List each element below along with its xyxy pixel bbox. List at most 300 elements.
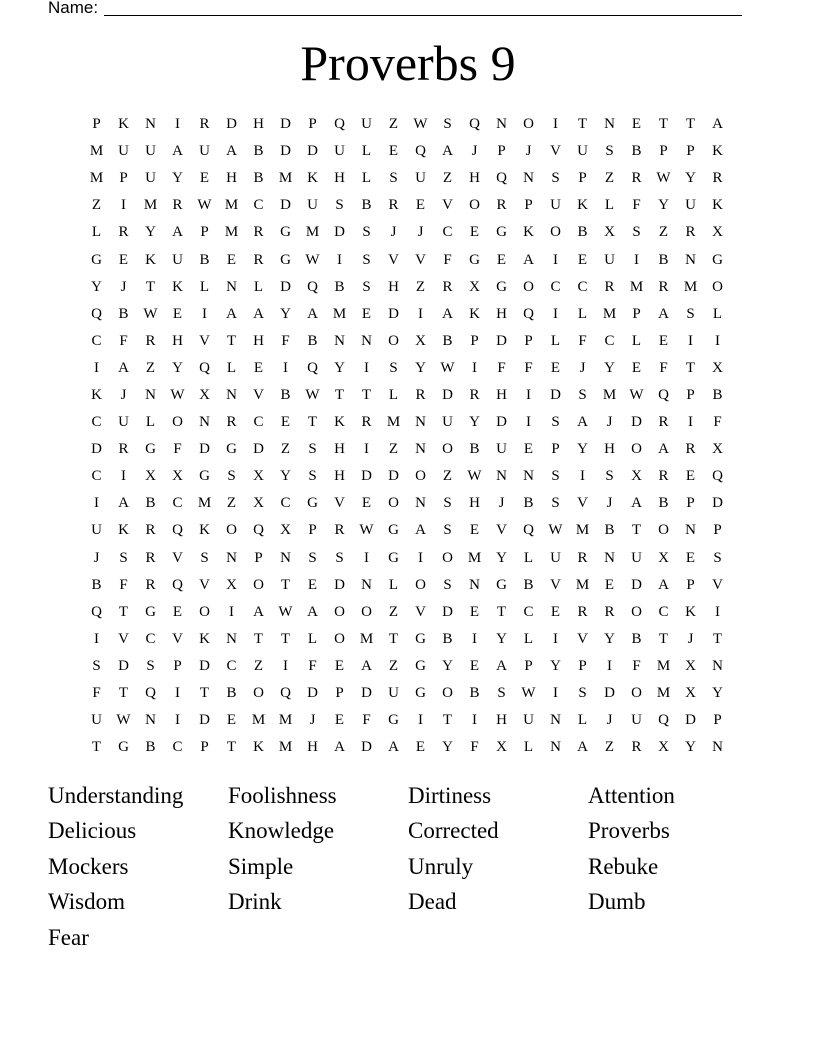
- grid-letter[interactable]: N: [226, 630, 237, 647]
- grid-letter[interactable]: M: [467, 549, 482, 566]
- grid-letter[interactable]: Y: [658, 197, 669, 214]
- grid-letter[interactable]: Q: [172, 576, 183, 593]
- grid-letter[interactable]: T: [280, 630, 291, 647]
- grid-letter[interactable]: R: [145, 549, 156, 566]
- grid-letter[interactable]: L: [523, 549, 534, 566]
- grid-letter[interactable]: E: [415, 739, 426, 756]
- grid-letter[interactable]: S: [551, 170, 560, 187]
- grid-letter[interactable]: D: [631, 414, 642, 431]
- grid-letter[interactable]: U: [442, 414, 453, 431]
- grid-letter[interactable]: I: [553, 685, 558, 702]
- grid-letter[interactable]: K: [118, 116, 129, 133]
- grid-letter[interactable]: M: [359, 630, 374, 647]
- grid-letter[interactable]: T: [91, 739, 102, 756]
- grid-letter[interactable]: G: [415, 630, 426, 647]
- grid-letter[interactable]: N: [496, 468, 507, 485]
- grid-letter[interactable]: D: [280, 278, 291, 295]
- grid-letter[interactable]: V: [577, 495, 588, 512]
- grid-letter[interactable]: I: [553, 630, 558, 647]
- grid-letter[interactable]: D: [388, 305, 399, 322]
- grid-letter[interactable]: L: [145, 414, 156, 431]
- grid-letter[interactable]: K: [577, 197, 588, 214]
- grid-letter[interactable]: T: [577, 116, 588, 133]
- grid-letter[interactable]: A: [172, 143, 183, 160]
- grid-letter[interactable]: Q: [172, 522, 183, 539]
- grid-letter[interactable]: Y: [334, 359, 345, 376]
- grid-letter[interactable]: L: [523, 739, 534, 756]
- grid-letter[interactable]: M: [143, 197, 158, 214]
- grid-letter[interactable]: R: [604, 278, 615, 295]
- grid-letter[interactable]: N: [334, 332, 345, 349]
- grid-letter[interactable]: K: [685, 603, 696, 620]
- grid-letter[interactable]: F: [443, 251, 452, 268]
- grid-letter[interactable]: U: [523, 712, 534, 729]
- grid-letter[interactable]: Q: [280, 685, 291, 702]
- grid-letter[interactable]: J: [606, 414, 613, 431]
- grid-letter[interactable]: R: [415, 386, 426, 403]
- grid-letter[interactable]: J: [120, 278, 127, 295]
- grid-letter[interactable]: N: [685, 251, 696, 268]
- grid-letter[interactable]: M: [224, 224, 239, 241]
- grid-letter[interactable]: C: [253, 414, 264, 431]
- grid-letter[interactable]: K: [91, 386, 102, 403]
- grid-letter[interactable]: H: [334, 170, 345, 187]
- grid-letter[interactable]: T: [712, 630, 723, 647]
- grid-letter[interactable]: Q: [469, 116, 480, 133]
- grid-letter[interactable]: H: [334, 468, 345, 485]
- grid-letter[interactable]: D: [442, 603, 453, 620]
- grid-letter[interactable]: N: [361, 332, 372, 349]
- grid-letter[interactable]: H: [496, 386, 507, 403]
- grid-letter[interactable]: Y: [604, 359, 615, 376]
- grid-letter[interactable]: K: [199, 630, 210, 647]
- grid-letter[interactable]: Z: [253, 657, 264, 674]
- grid-letter[interactable]: L: [91, 224, 102, 241]
- grid-letter[interactable]: O: [631, 603, 642, 620]
- grid-letter[interactable]: G: [91, 251, 102, 268]
- grid-letter[interactable]: L: [604, 197, 615, 214]
- grid-letter[interactable]: X: [712, 359, 723, 376]
- grid-letter[interactable]: X: [253, 468, 264, 485]
- grid-letter[interactable]: I: [121, 197, 126, 214]
- grid-letter[interactable]: V: [172, 630, 183, 647]
- grid-letter[interactable]: N: [226, 549, 237, 566]
- grid-letter[interactable]: R: [577, 603, 588, 620]
- grid-letter[interactable]: R: [658, 414, 669, 431]
- grid-letter[interactable]: L: [388, 576, 399, 593]
- grid-letter[interactable]: P: [686, 386, 695, 403]
- grid-letter[interactable]: V: [442, 197, 453, 214]
- grid-letter[interactable]: Q: [145, 685, 156, 702]
- grid-letter[interactable]: A: [442, 305, 453, 322]
- grid-letter[interactable]: J: [687, 630, 694, 647]
- grid-letter[interactable]: G: [199, 468, 210, 485]
- grid-letter[interactable]: X: [631, 468, 642, 485]
- grid-letter[interactable]: X: [712, 224, 723, 241]
- grid-letter[interactable]: P: [713, 712, 722, 729]
- grid-letter[interactable]: Y: [280, 468, 291, 485]
- grid-letter[interactable]: B: [658, 495, 669, 512]
- grid-letter[interactable]: N: [550, 739, 561, 756]
- grid-letter[interactable]: D: [496, 332, 507, 349]
- grid-letter[interactable]: E: [631, 116, 642, 133]
- grid-letter[interactable]: W: [629, 386, 644, 403]
- grid-letter[interactable]: Q: [415, 143, 426, 160]
- grid-letter[interactable]: Y: [280, 305, 291, 322]
- grid-letter[interactable]: A: [253, 305, 264, 322]
- grid-letter[interactable]: F: [713, 414, 722, 431]
- grid-letter[interactable]: L: [253, 278, 264, 295]
- grid-letter[interactable]: O: [334, 603, 345, 620]
- grid-letter[interactable]: G: [469, 251, 480, 268]
- grid-letter[interactable]: U: [496, 441, 507, 458]
- grid-letter[interactable]: U: [550, 549, 561, 566]
- grid-letter[interactable]: U: [415, 170, 426, 187]
- grid-letter[interactable]: U: [199, 143, 210, 160]
- grid-letter[interactable]: T: [658, 116, 669, 133]
- grid-letter[interactable]: S: [551, 414, 560, 431]
- grid-letter[interactable]: M: [278, 712, 293, 729]
- grid-letter[interactable]: H: [334, 441, 345, 458]
- grid-letter[interactable]: E: [604, 576, 615, 593]
- grid-letter[interactable]: I: [94, 495, 99, 512]
- grid-letter[interactable]: T: [361, 386, 372, 403]
- grid-letter[interactable]: Y: [496, 549, 507, 566]
- grid-letter[interactable]: S: [578, 386, 587, 403]
- grid-letter[interactable]: S: [578, 685, 587, 702]
- grid-letter[interactable]: A: [523, 251, 534, 268]
- grid-letter[interactable]: C: [172, 495, 183, 512]
- word-search-grid[interactable]: [83, 111, 731, 761]
- grid-letter[interactable]: C: [172, 739, 183, 756]
- grid-letter[interactable]: D: [631, 576, 642, 593]
- grid-letter[interactable]: E: [118, 251, 129, 268]
- grid-letter[interactable]: R: [685, 224, 696, 241]
- grid-letter[interactable]: Y: [469, 414, 480, 431]
- grid-letter[interactable]: B: [145, 739, 156, 756]
- grid-letter[interactable]: A: [118, 495, 129, 512]
- grid-letter[interactable]: A: [442, 143, 453, 160]
- grid-letter[interactable]: I: [688, 332, 693, 349]
- grid-letter[interactable]: Y: [604, 630, 615, 647]
- grid-letter[interactable]: B: [226, 685, 237, 702]
- grid-letter[interactable]: A: [577, 414, 588, 431]
- grid-letter[interactable]: P: [686, 576, 695, 593]
- grid-letter[interactable]: P: [497, 143, 506, 160]
- grid-letter[interactable]: Y: [550, 657, 561, 674]
- grid-letter[interactable]: Q: [658, 712, 669, 729]
- grid-letter[interactable]: T: [199, 685, 210, 702]
- grid-letter[interactable]: R: [658, 278, 669, 295]
- grid-letter[interactable]: U: [631, 712, 642, 729]
- grid-letter[interactable]: X: [226, 576, 237, 593]
- grid-letter[interactable]: R: [145, 332, 156, 349]
- grid-letter[interactable]: Q: [91, 305, 102, 322]
- grid-letter[interactable]: I: [553, 305, 558, 322]
- grid-letter[interactable]: V: [334, 495, 345, 512]
- grid-letter[interactable]: M: [251, 712, 266, 729]
- grid-letter[interactable]: D: [307, 685, 318, 702]
- grid-letter[interactable]: E: [307, 576, 318, 593]
- grid-letter[interactable]: Y: [685, 170, 696, 187]
- grid-letter[interactable]: Y: [145, 224, 156, 241]
- grid-letter[interactable]: H: [172, 332, 183, 349]
- grid-letter[interactable]: D: [361, 685, 372, 702]
- grid-letter[interactable]: B: [604, 522, 615, 539]
- grid-letter[interactable]: V: [118, 630, 129, 647]
- grid-letter[interactable]: S: [362, 224, 371, 241]
- grid-letter[interactable]: E: [469, 224, 480, 241]
- grid-letter[interactable]: S: [443, 116, 452, 133]
- grid-letter[interactable]: H: [604, 441, 615, 458]
- grid-letter[interactable]: C: [91, 468, 102, 485]
- grid-letter[interactable]: W: [116, 712, 131, 729]
- grid-letter[interactable]: P: [686, 143, 695, 160]
- grid-letter[interactable]: M: [305, 224, 320, 241]
- grid-letter[interactable]: S: [389, 170, 398, 187]
- grid-letter[interactable]: P: [308, 116, 317, 133]
- grid-letter[interactable]: X: [496, 739, 507, 756]
- grid-letter[interactable]: P: [335, 685, 344, 702]
- grid-letter[interactable]: E: [172, 603, 183, 620]
- grid-letter[interactable]: S: [551, 495, 560, 512]
- grid-letter[interactable]: O: [253, 685, 264, 702]
- grid-letter[interactable]: I: [634, 251, 639, 268]
- grid-letter[interactable]: E: [361, 495, 372, 512]
- grid-letter[interactable]: L: [199, 278, 210, 295]
- grid-letter[interactable]: R: [469, 386, 480, 403]
- grid-letter[interactable]: P: [524, 332, 533, 349]
- grid-letter[interactable]: U: [118, 143, 129, 160]
- grid-letter[interactable]: T: [307, 414, 318, 431]
- grid-letter[interactable]: A: [712, 116, 723, 133]
- grid-letter[interactable]: E: [550, 603, 561, 620]
- grid-letter[interactable]: T: [253, 630, 264, 647]
- grid-letter[interactable]: T: [226, 739, 237, 756]
- grid-letter[interactable]: E: [280, 414, 291, 431]
- grid-letter[interactable]: G: [388, 549, 399, 566]
- grid-letter[interactable]: S: [389, 359, 398, 376]
- grid-letter[interactable]: R: [199, 116, 210, 133]
- grid-letter[interactable]: J: [417, 224, 424, 241]
- grid-letter[interactable]: E: [658, 332, 669, 349]
- grid-letter[interactable]: E: [226, 712, 237, 729]
- grid-letter[interactable]: S: [632, 224, 641, 241]
- grid-letter[interactable]: N: [415, 495, 426, 512]
- grid-letter[interactable]: J: [498, 495, 505, 512]
- grid-letter[interactable]: C: [442, 224, 453, 241]
- grid-letter[interactable]: E: [172, 305, 183, 322]
- grid-letter[interactable]: M: [278, 170, 293, 187]
- grid-letter[interactable]: N: [496, 116, 507, 133]
- grid-letter[interactable]: E: [334, 657, 345, 674]
- grid-letter[interactable]: D: [253, 441, 264, 458]
- grid-letter[interactable]: L: [388, 386, 399, 403]
- grid-letter[interactable]: A: [658, 305, 669, 322]
- grid-letter[interactable]: K: [118, 522, 129, 539]
- grid-letter[interactable]: G: [226, 441, 237, 458]
- grid-letter[interactable]: A: [631, 495, 642, 512]
- grid-letter[interactable]: D: [280, 116, 291, 133]
- grid-letter[interactable]: Z: [280, 441, 291, 458]
- grid-letter[interactable]: Z: [388, 603, 399, 620]
- grid-letter[interactable]: W: [656, 170, 671, 187]
- grid-letter[interactable]: C: [145, 630, 156, 647]
- grid-letter[interactable]: A: [577, 739, 588, 756]
- grid-letter[interactable]: W: [197, 197, 212, 214]
- grid-letter[interactable]: X: [145, 468, 156, 485]
- grid-letter[interactable]: P: [659, 143, 668, 160]
- grid-letter[interactable]: S: [362, 278, 371, 295]
- grid-letter[interactable]: G: [280, 224, 291, 241]
- grid-letter[interactable]: N: [469, 576, 480, 593]
- grid-letter[interactable]: N: [361, 576, 372, 593]
- grid-letter[interactable]: U: [388, 685, 399, 702]
- grid-letter[interactable]: D: [685, 712, 696, 729]
- grid-letter[interactable]: T: [685, 359, 696, 376]
- grid-letter[interactable]: B: [199, 251, 210, 268]
- grid-letter[interactable]: X: [658, 739, 669, 756]
- grid-letter[interactable]: X: [712, 441, 723, 458]
- grid-letter[interactable]: G: [712, 251, 723, 268]
- grid-letter[interactable]: K: [334, 414, 345, 431]
- grid-letter[interactable]: D: [199, 712, 210, 729]
- grid-letter[interactable]: P: [254, 549, 263, 566]
- grid-letter[interactable]: F: [308, 657, 317, 674]
- grid-letter[interactable]: T: [118, 603, 129, 620]
- grid-letter[interactable]: X: [280, 522, 291, 539]
- grid-letter[interactable]: R: [658, 468, 669, 485]
- grid-letter[interactable]: M: [575, 576, 590, 593]
- grid-letter[interactable]: R: [253, 224, 264, 241]
- grid-letter[interactable]: N: [523, 468, 534, 485]
- grid-letter[interactable]: C: [658, 603, 669, 620]
- grid-letter[interactable]: Y: [415, 359, 426, 376]
- grid-letter[interactable]: C: [91, 332, 102, 349]
- grid-letter[interactable]: B: [712, 386, 723, 403]
- grid-letter[interactable]: D: [442, 386, 453, 403]
- grid-letter[interactable]: F: [632, 197, 641, 214]
- grid-letter[interactable]: N: [712, 657, 723, 674]
- grid-letter[interactable]: R: [334, 522, 345, 539]
- grid-letter[interactable]: P: [524, 197, 533, 214]
- grid-letter[interactable]: I: [121, 468, 126, 485]
- grid-letter[interactable]: O: [658, 522, 669, 539]
- grid-letter[interactable]: M: [89, 170, 104, 187]
- grid-letter[interactable]: F: [578, 332, 587, 349]
- grid-letter[interactable]: S: [200, 549, 209, 566]
- grid-letter[interactable]: T: [658, 630, 669, 647]
- grid-letter[interactable]: J: [606, 495, 613, 512]
- grid-letter[interactable]: I: [94, 359, 99, 376]
- grid-letter[interactable]: J: [525, 143, 532, 160]
- grid-letter[interactable]: I: [472, 630, 477, 647]
- grid-letter[interactable]: K: [523, 224, 534, 241]
- grid-letter[interactable]: S: [443, 522, 452, 539]
- grid-letter[interactable]: O: [550, 224, 561, 241]
- grid-letter[interactable]: Z: [415, 278, 426, 295]
- grid-letter[interactable]: R: [442, 278, 453, 295]
- grid-letter[interactable]: Z: [388, 441, 399, 458]
- grid-letter[interactable]: W: [440, 359, 455, 376]
- grid-letter[interactable]: R: [604, 603, 615, 620]
- grid-letter[interactable]: W: [305, 251, 320, 268]
- grid-letter[interactable]: H: [253, 332, 264, 349]
- grid-letter[interactable]: T: [496, 603, 507, 620]
- grid-letter[interactable]: I: [175, 712, 180, 729]
- grid-letter[interactable]: W: [143, 305, 158, 322]
- grid-letter[interactable]: M: [602, 386, 617, 403]
- grid-letter[interactable]: P: [686, 495, 695, 512]
- grid-letter[interactable]: O: [388, 495, 399, 512]
- grid-letter[interactable]: U: [91, 522, 102, 539]
- grid-letter[interactable]: Q: [496, 170, 507, 187]
- grid-letter[interactable]: R: [388, 197, 399, 214]
- grid-letter[interactable]: B: [523, 495, 534, 512]
- grid-letter[interactable]: U: [361, 116, 372, 133]
- grid-letter[interactable]: K: [172, 278, 183, 295]
- grid-letter[interactable]: R: [172, 197, 183, 214]
- grid-letter[interactable]: J: [93, 549, 100, 566]
- grid-letter[interactable]: M: [629, 278, 644, 295]
- grid-letter[interactable]: L: [577, 305, 588, 322]
- grid-letter[interactable]: H: [226, 170, 237, 187]
- grid-letter[interactable]: I: [364, 549, 369, 566]
- grid-letter[interactable]: D: [226, 116, 237, 133]
- grid-letter[interactable]: O: [631, 441, 642, 458]
- grid-letter[interactable]: K: [307, 170, 318, 187]
- grid-letter[interactable]: X: [604, 224, 615, 241]
- grid-letter[interactable]: M: [575, 522, 590, 539]
- grid-letter[interactable]: E: [388, 143, 399, 160]
- grid-letter[interactable]: V: [415, 251, 426, 268]
- grid-letter[interactable]: I: [418, 549, 423, 566]
- grid-letter[interactable]: V: [712, 576, 723, 593]
- grid-letter[interactable]: S: [362, 251, 371, 268]
- grid-letter[interactable]: V: [496, 522, 507, 539]
- grid-letter[interactable]: N: [604, 116, 615, 133]
- grid-letter[interactable]: E: [253, 359, 264, 376]
- grid-letter[interactable]: S: [443, 576, 452, 593]
- grid-letter[interactable]: B: [253, 170, 264, 187]
- grid-letter[interactable]: Q: [334, 116, 345, 133]
- grid-letter[interactable]: Q: [523, 522, 534, 539]
- grid-letter[interactable]: S: [605, 143, 614, 160]
- grid-letter[interactable]: G: [145, 603, 156, 620]
- grid-letter[interactable]: Z: [226, 495, 237, 512]
- grid-letter[interactable]: A: [172, 224, 183, 241]
- grid-letter[interactable]: P: [200, 224, 209, 241]
- grid-letter[interactable]: Z: [91, 197, 102, 214]
- grid-letter[interactable]: U: [91, 712, 102, 729]
- grid-letter[interactable]: B: [658, 251, 669, 268]
- grid-letter[interactable]: Q: [658, 386, 669, 403]
- grid-letter[interactable]: W: [521, 685, 536, 702]
- grid-letter[interactable]: D: [496, 414, 507, 431]
- grid-letter[interactable]: R: [496, 197, 507, 214]
- grid-letter[interactable]: I: [526, 386, 531, 403]
- grid-letter[interactable]: Q: [253, 522, 264, 539]
- grid-letter[interactable]: N: [280, 549, 291, 566]
- grid-letter[interactable]: H: [388, 278, 399, 295]
- grid-letter[interactable]: X: [253, 495, 264, 512]
- grid-letter[interactable]: Q: [307, 359, 318, 376]
- grid-letter[interactable]: D: [199, 441, 210, 458]
- grid-letter[interactable]: F: [119, 576, 128, 593]
- grid-letter[interactable]: J: [390, 224, 397, 241]
- grid-letter[interactable]: M: [278, 739, 293, 756]
- grid-letter[interactable]: R: [145, 522, 156, 539]
